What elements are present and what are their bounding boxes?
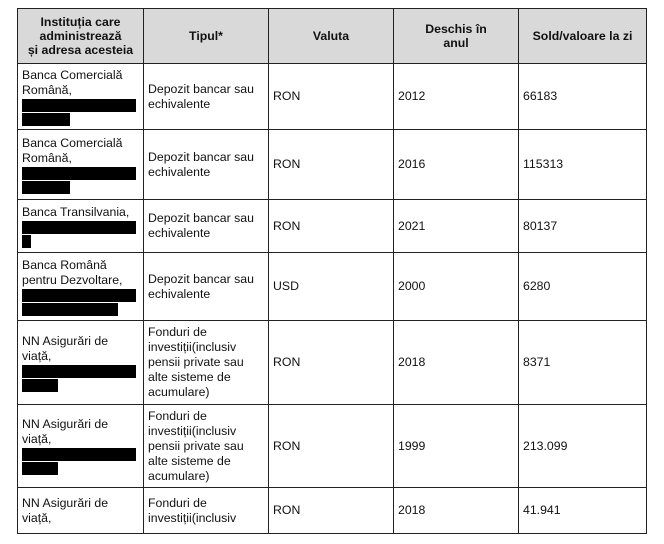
redaction-bar bbox=[22, 448, 136, 461]
type-cell: Fonduri de investiții(inclusiv bbox=[144, 488, 269, 534]
header-type: Tipul* bbox=[144, 9, 269, 64]
opened-cell: 2021 bbox=[394, 200, 519, 253]
institution-cell: Banca Comercială Română, bbox=[18, 130, 144, 200]
header-institution: Instituția care administrează și adresa acesteia bbox=[18, 9, 144, 64]
balance-cell: 66183 bbox=[519, 64, 647, 130]
redaction-bar bbox=[22, 181, 70, 194]
type-cell: Depozit bancar sau echivalente bbox=[144, 130, 269, 200]
header-currency: Valuta bbox=[269, 9, 394, 64]
redaction-bar bbox=[22, 462, 58, 475]
table-row bbox=[18, 488, 647, 534]
table-row bbox=[18, 200, 647, 253]
assets-table bbox=[17, 8, 647, 534]
opened-cell: 2016 bbox=[394, 130, 519, 200]
balance-cell: 8371 bbox=[519, 321, 647, 405]
header-opened: Deschis în anul bbox=[394, 9, 519, 64]
balance-cell: 41.941 bbox=[519, 488, 647, 534]
table-row bbox=[18, 64, 647, 130]
currency-cell: USD bbox=[269, 253, 394, 321]
currency-cell: RON bbox=[269, 405, 394, 488]
header-balance: Sold/valoare la zi bbox=[519, 9, 647, 64]
redaction-bar bbox=[22, 303, 118, 316]
opened-cell: 1999 bbox=[394, 405, 519, 488]
type-cell: Fonduri de investiții(inclusiv pensii private sau alte sisteme de acumulare) bbox=[144, 321, 269, 405]
opened-cell: 2018 bbox=[394, 488, 519, 534]
currency-cell: RON bbox=[269, 321, 394, 405]
redaction-bar bbox=[22, 221, 136, 234]
redaction-bar bbox=[22, 235, 31, 248]
redaction-bar bbox=[22, 167, 136, 180]
table-row bbox=[18, 321, 647, 405]
redaction-bar bbox=[22, 365, 136, 378]
currency-cell: RON bbox=[269, 200, 394, 253]
currency-cell: RON bbox=[269, 130, 394, 200]
type-cell: Depozit bancar sau echivalente bbox=[144, 253, 269, 321]
institution-cell: NN Asigurări de viață, bbox=[18, 405, 144, 488]
redaction-bar bbox=[22, 289, 136, 302]
redaction-bar bbox=[22, 379, 58, 392]
balance-cell: 6280 bbox=[519, 253, 647, 321]
table-row bbox=[18, 405, 647, 488]
type-cell: Depozit bancar sau echivalente bbox=[144, 64, 269, 130]
institution-cell: Banca Română pentru Dezvoltare, bbox=[18, 253, 144, 321]
type-cell: Fonduri de investiții(inclusiv pensii private sau alte sisteme de acumulare) bbox=[144, 405, 269, 488]
balance-cell: 213.099 bbox=[519, 405, 647, 488]
institution-cell: NN Asigurări de viață, bbox=[18, 488, 144, 534]
institution-cell: Banca Transilvania, bbox=[18, 200, 144, 253]
institution-cell: Banca Comercială Română, bbox=[18, 64, 144, 130]
currency-cell: RON bbox=[269, 64, 394, 130]
institution-cell: NN Asigurări de viață, bbox=[18, 321, 144, 405]
header-row bbox=[18, 9, 647, 64]
balance-cell: 80137 bbox=[519, 200, 647, 253]
table-row bbox=[18, 130, 647, 200]
table-row bbox=[18, 253, 647, 321]
opened-cell: 2012 bbox=[394, 64, 519, 130]
balance-cell: 115313 bbox=[519, 130, 647, 200]
opened-cell: 2018 bbox=[394, 321, 519, 405]
opened-cell: 2000 bbox=[394, 253, 519, 321]
redaction-bar bbox=[22, 113, 70, 126]
redaction-bar bbox=[22, 99, 136, 112]
currency-cell: RON bbox=[269, 488, 394, 534]
type-cell: Depozit bancar sau echivalente bbox=[144, 200, 269, 253]
